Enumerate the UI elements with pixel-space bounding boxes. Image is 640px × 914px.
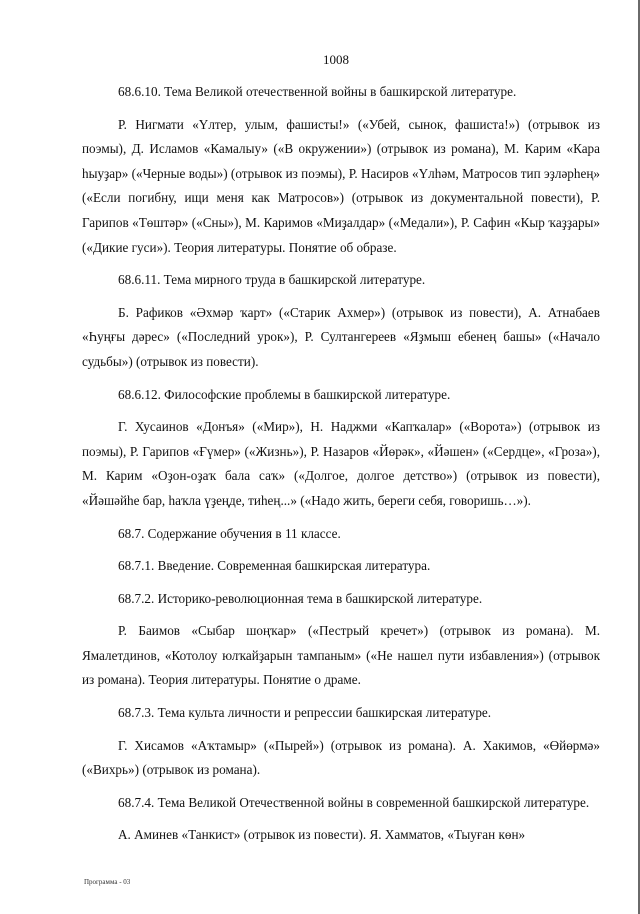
paragraph-works-list: Г. Хисамов «Аҡтамыр» («Пырей») (отрывок из романа). А. Хакимов, «Өйөрмә» («Вихрь») (отрывок из романа). [82, 737, 600, 778]
section-heading-68-7-4: 68.7.4. Тема Великой Отечественной войны в современной башкирской литературе. [118, 794, 590, 810]
section-heading-68-6-10: 68.6.10. Тема Великой отечественной войны в башкирской литературе. [118, 84, 517, 99]
paragraph-works-list: Б. Рафиков «Әхмәр ҡарт» («Старик Ахмер») (отрывок из повести), А. Атнабаев «Һуңғы дәрес» («Последний урок»), Р. Султангереев «Яҙмыш ебенең башы» («Начало судьбы») (отрывок из повести). [82, 304, 600, 369]
paragraph-works-list: Р. Баимов «Сыбар шоңҡар» («Пестрый кречет») (отрывок из романа). М. Ямалетдинов, «Котолоу юлҡайҙарын тампаным» («Не нашел пути избавления») (отрывок из романа). Теория литературы. Понятие о драме. [82, 623, 600, 688]
page-number: 1008 [323, 52, 349, 67]
section-heading-68-7: 68.7. Содержание обучения в 11 классе. [118, 525, 341, 541]
paragraph-works-list: А. Аминев «Танкист» (отрывок из повести). Я. Хамматов, «Тыуған көн» [118, 827, 526, 843]
section-heading-68-7-1: 68.7.1. Введение. Современная башкирская литература. [118, 558, 431, 574]
section-heading-68-6-12: 68.6.12. Философские проблемы в башкирской литературе. [118, 386, 451, 402]
paragraph-works-list: Г. Хусаинов «Донъя» («Мир»), Н. Наджми «Капҡалар» («Ворота») (отрывок из поэмы), Р. Гарипов «Ғүмер» («Жизнь»), Р. Назаров «Йөрәк», «Йәшен» («Сердце», «Гроза»), М. Карим «Оҙон-оҙаҡ бала саҡ» («Долгое, долгое детство») (отрывок из повести), «Йәшәйһе бар, һаҡла үҙеңде, тиһең...» («Надо жить, береги себя, говоришь…»). [82, 419, 600, 508]
section-heading-68-7-2: 68.7.2. Историко-революционная тема в башкирской литературе. [118, 590, 483, 606]
section-heading-68-7-3: 68.7.3. Тема культа личности и репрессии башкирская литературе. [118, 705, 492, 721]
document-body [82, 80, 600, 856]
section-heading-68-6-11: 68.6.11. Тема мирного труда в башкирской литературе. [118, 272, 426, 288]
page-footer: Программа - 03 [84, 878, 131, 886]
paragraph-works-list: Р. Нигмати «Үлтер, улым, фашисты!» («Убей, сынок, фашиста!») (отрывок из поэмы), Д. Исламов «Камалыу» («В окружении») (отрывок из романа), М. Карим «Кара һыуҙар» («Черные воды») (отрывок из поэмы), Р. Насиров «Үлһәм, Матросов тип эҙләрһең» («Если погибну, ищи меня как Матросов») (отрывок из документальной повести), Р. Гарипов «Төштәр» («Сны»), М. Каримов «Миҙалдар» («Медали»), Р. Сафин «Кыр ҡаҙҙары» («Дикие гуси»). Теория литературы. Понятие об образе. [82, 116, 600, 255]
